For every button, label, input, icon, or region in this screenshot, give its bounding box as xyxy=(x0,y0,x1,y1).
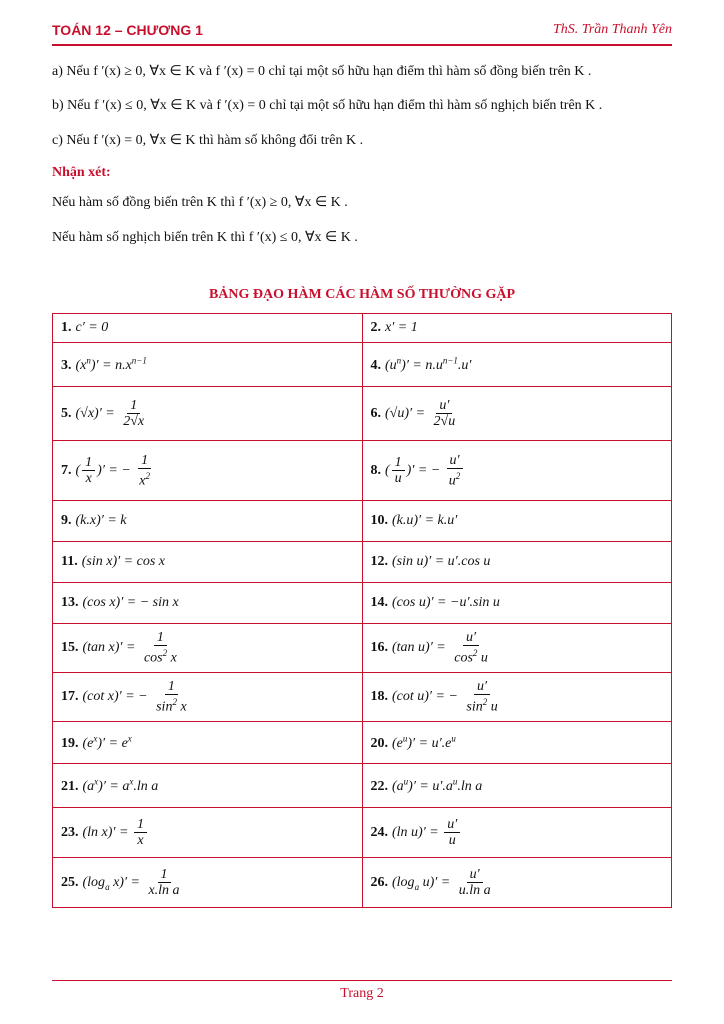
paragraph-c: c) Nếu f ′(x) = 0, ∀x ∈ K thì hàm số không đổi trên K . xyxy=(52,133,364,148)
formula-cell: 13. (cos x)′ = − sin x xyxy=(53,583,363,624)
page-footer xyxy=(52,980,672,1002)
paragraph-b: b) Nếu f ′(x) ≤ 0, ∀x ∈ K và f ′(x) = 0 chỉ tại một số hữu hạn điểm thì hàm số nghịch biến trên K . xyxy=(52,98,603,113)
table-row xyxy=(53,441,672,501)
formula-cell: 4. $(u^n)' = n.u^{n-1}.u'$ xyxy=(362,343,672,387)
formula-cell: 3. $(x^n)' = n.x^{n-1}$ xyxy=(53,343,363,387)
formula-cell: 23. (ln x)′ = $\frac{1}{x}$ xyxy=(53,808,363,858)
table-row xyxy=(53,624,672,673)
page-header xyxy=(52,22,672,46)
formula-cell: 15. (tan x)′ = $\frac{1}{\cos^2 x}$ xyxy=(53,624,363,673)
table-row xyxy=(53,501,672,542)
formula-cell: 17. (cot x)′ = − $\frac{1}{\sin^2 x}$ xyxy=(53,673,363,722)
formula-cell: 5. (√x)′ = $\frac{1}{2√x}$ xyxy=(53,387,363,441)
formula-cell: 11. (sin x)′ = cos x xyxy=(53,542,363,583)
formula-cell: 14. (cos u)′ = −u′.sin u xyxy=(362,583,672,624)
formula-cell: 25. ($\log_a$ x)′ = $\frac{1}{\text{x.ln a}}$ xyxy=(53,858,363,908)
author-name: ThS. Trần Thanh Yên xyxy=(552,22,672,37)
table-row xyxy=(53,542,672,583)
formula-cell: 12. (sin u)′ = u′.cos u xyxy=(362,542,672,583)
page-number: Trang 2 xyxy=(340,986,384,1001)
table-row xyxy=(53,583,672,624)
derivative-table xyxy=(52,313,672,908)
remark-2: Nếu hàm số nghịch biến trên K thì f ′(x) ≤ 0, ∀x ∈ K . xyxy=(52,230,358,245)
formula-cell: 21. $(a^x)' = a^x.\ln$ a xyxy=(53,764,363,808)
table-row xyxy=(53,673,672,722)
remark-label: Nhận xét: xyxy=(52,165,111,180)
remark-1: Nếu hàm số đồng biến trên K thì f ′(x) ≥ 0, ∀x ∈ K . xyxy=(52,195,348,210)
table-row xyxy=(53,314,672,343)
formula-cell: 1. c′ = 0 xyxy=(53,314,363,343)
formula-cell: 16. (tan u)′ = $\frac{u'}{\cos^2 u}$ xyxy=(362,624,672,673)
formula-cell: 6. (√u)′ = $\frac{u'}{2√u}$ xyxy=(362,387,672,441)
chapter-label: TOÁN 12 – CHƯƠNG 1 xyxy=(52,22,203,38)
table-row xyxy=(53,387,672,441)
table-title: BẢNG ĐẠO HÀM CÁC HÀM SỐ THƯỜNG GẶP xyxy=(208,287,516,302)
formula-cell: 20. $(e^u)' = u'.e^u$ xyxy=(362,722,672,764)
formula-cell: 8. ( $\frac{1}{u}$ )′ = − $\frac{u'}{u^2}$ xyxy=(362,441,672,501)
table-row xyxy=(53,343,672,387)
formula-cell: 9. (k.x)′ = k xyxy=(53,501,363,542)
formula-cell: 10. (k.u)′ = k.u′ xyxy=(362,501,672,542)
paragraph-a: a) Nếu f ′(x) ≥ 0, ∀x ∈ K và f ′(x) = 0 chỉ tại một số hữu hạn điểm thì hàm số đồng biến trên K . xyxy=(52,64,592,79)
formula-cell: 2. x′ = 1 xyxy=(362,314,672,343)
formula-cell: 22. $(a^u)' = u'.a^u.\ln$ a xyxy=(362,764,672,808)
formula-cell: 7. ( $\frac{1}{x}$ )′ = − $\frac{1}{x^2}$ xyxy=(53,441,363,501)
table-row xyxy=(53,764,672,808)
table-row xyxy=(53,808,672,858)
formula-cell: 24. (ln u)′ = $\frac{u'}{u}$ xyxy=(362,808,672,858)
formula-cell: 26. ($\log_a$ u)′ = $\frac{u'}{\text{u.ln a}}$ xyxy=(362,858,672,908)
table-row xyxy=(53,722,672,764)
formula-cell: 19. $(e^x)' = e^x$ xyxy=(53,722,363,764)
table-row xyxy=(53,858,672,908)
formula-cell: 18. (cot u)′ = − $\frac{u'}{\sin^2 u}$ xyxy=(362,673,672,722)
